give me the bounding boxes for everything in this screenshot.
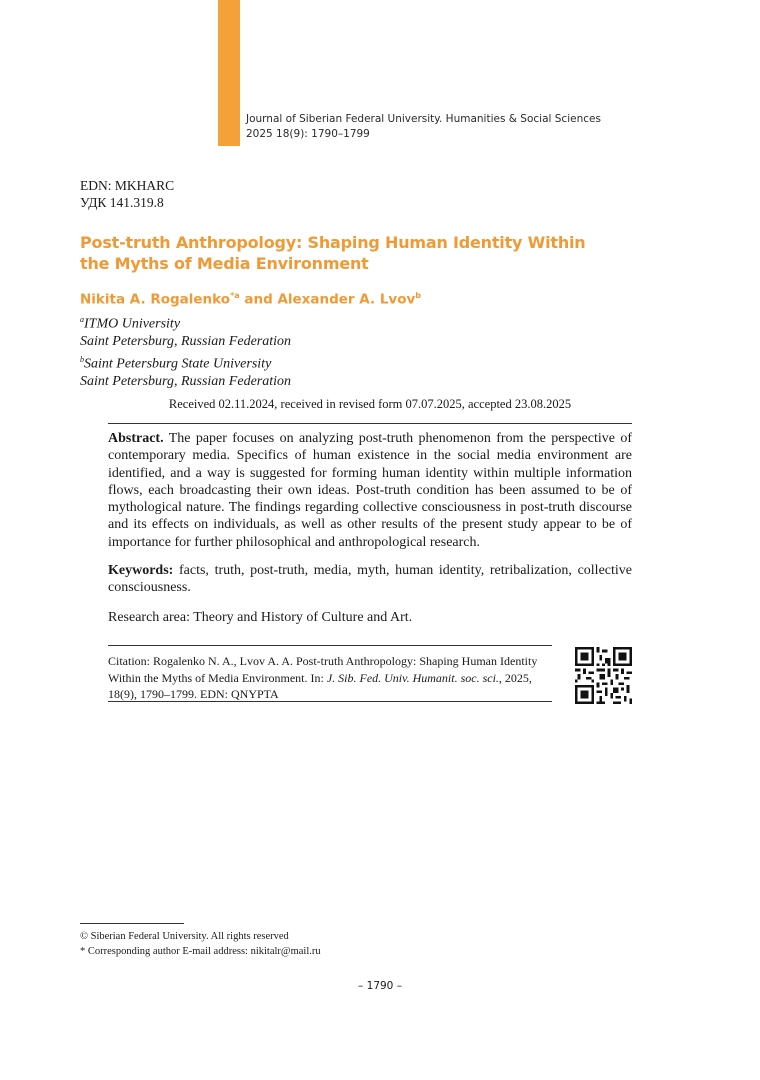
affiliation-line: Saint Petersburg, Russian Federation: [80, 373, 292, 389]
article-title: [80, 232, 640, 274]
title-line-2: the Myths of Media Environment: [80, 254, 369, 273]
copyright-notice: © Siberian Federal University. All rights reserved: [80, 931, 289, 942]
affiliation-mark: a: [80, 315, 84, 324]
journal-name: Journal of Siberian Federal University. Humanities & Social Sciences: [246, 113, 601, 125]
citation-journal: J. Sib. Fed. Univ. Humanit. soc. sci.: [326, 670, 499, 685]
title-line-1: Post-truth Anthropology: Shaping Human Identity Within: [80, 233, 586, 252]
journal-color-bar: [218, 0, 240, 146]
udk-code: УДК 141.319.8: [80, 195, 164, 210]
qr-code-icon[interactable]: [575, 647, 632, 704]
affiliation-line: $^a$ITMO University: [80, 315, 181, 332]
abstract-top-rule: [108, 423, 632, 424]
author-2-mark: b: [415, 291, 422, 300]
author-list: [80, 291, 421, 308]
author-1-mark: *a: [230, 291, 240, 300]
corresponding-author-note: * Corresponding author E-mail address: nikitalr@mail.ru: [80, 945, 321, 957]
affiliation-line: $^b$Saint Petersburg State University: [80, 354, 272, 372]
affiliations: [80, 311, 291, 390]
research-area: Research area: Theory and History of Culture and Art.: [108, 610, 413, 625]
citation-block: Citation: Rogalenko N. A., Lvov A. A. Post-truth Anthropology: Shaping Human Identity Within the Myths of Media Environment. In: J. Sib. Fed. Univ. Humanit. soc. sci., 2025, 18(9), 1790–1799. EDN: QNYPTA: [108, 654, 538, 701]
citation-bottom-rule: [108, 701, 552, 702]
keywords-text: facts, truth, post-truth, media, myth, human identity, retribalization, collective consciousness.: [108, 563, 632, 596]
keywords-label: Keywords:: [108, 563, 174, 578]
abstract-text: The paper focuses on analyzing post-truth phenomenon from the perspective of contemporary media. Specifics of human existence in the social media environment are identified, and a way is suggested for forming human identity within multiple information flows, each broadcasting their own ideas. Post-truth condition has been assumed to be of mythological nature. The findings regarding collective consciousness in post-truth discourse and its effects on individuals, as well as other results of the present study appear to be of importance for further philosophical and anthropological research.: [108, 431, 632, 550]
affiliation-mark: b: [80, 354, 84, 364]
journal-issue: 2025 18(9): 1790–1799: [246, 128, 370, 140]
article-identifiers: [80, 177, 174, 211]
abstract-label: Abstract.: [108, 431, 164, 446]
author-1-name: Nikita A. Rogalenko: [80, 291, 231, 308]
footnotes: [80, 930, 321, 959]
author-conjunction: and: [239, 291, 278, 308]
footnote-rule: [80, 923, 184, 924]
page-number: – 1790 –: [358, 980, 402, 992]
citation-top-rule: [108, 645, 552, 646]
author-2-name: Alexander A. Lvov: [277, 291, 416, 308]
journal-header: [246, 112, 601, 142]
received-dates: Received 02.11.2024, received in revised form 07.07.2025, accepted 23.08.2025: [168, 397, 572, 411]
abstract-paragraph: [108, 430, 632, 551]
keywords-paragraph: [108, 562, 632, 597]
edn-code: EDN: MKHARC: [80, 178, 175, 193]
affiliation-line: Saint Petersburg, Russian Federation: [80, 334, 292, 350]
